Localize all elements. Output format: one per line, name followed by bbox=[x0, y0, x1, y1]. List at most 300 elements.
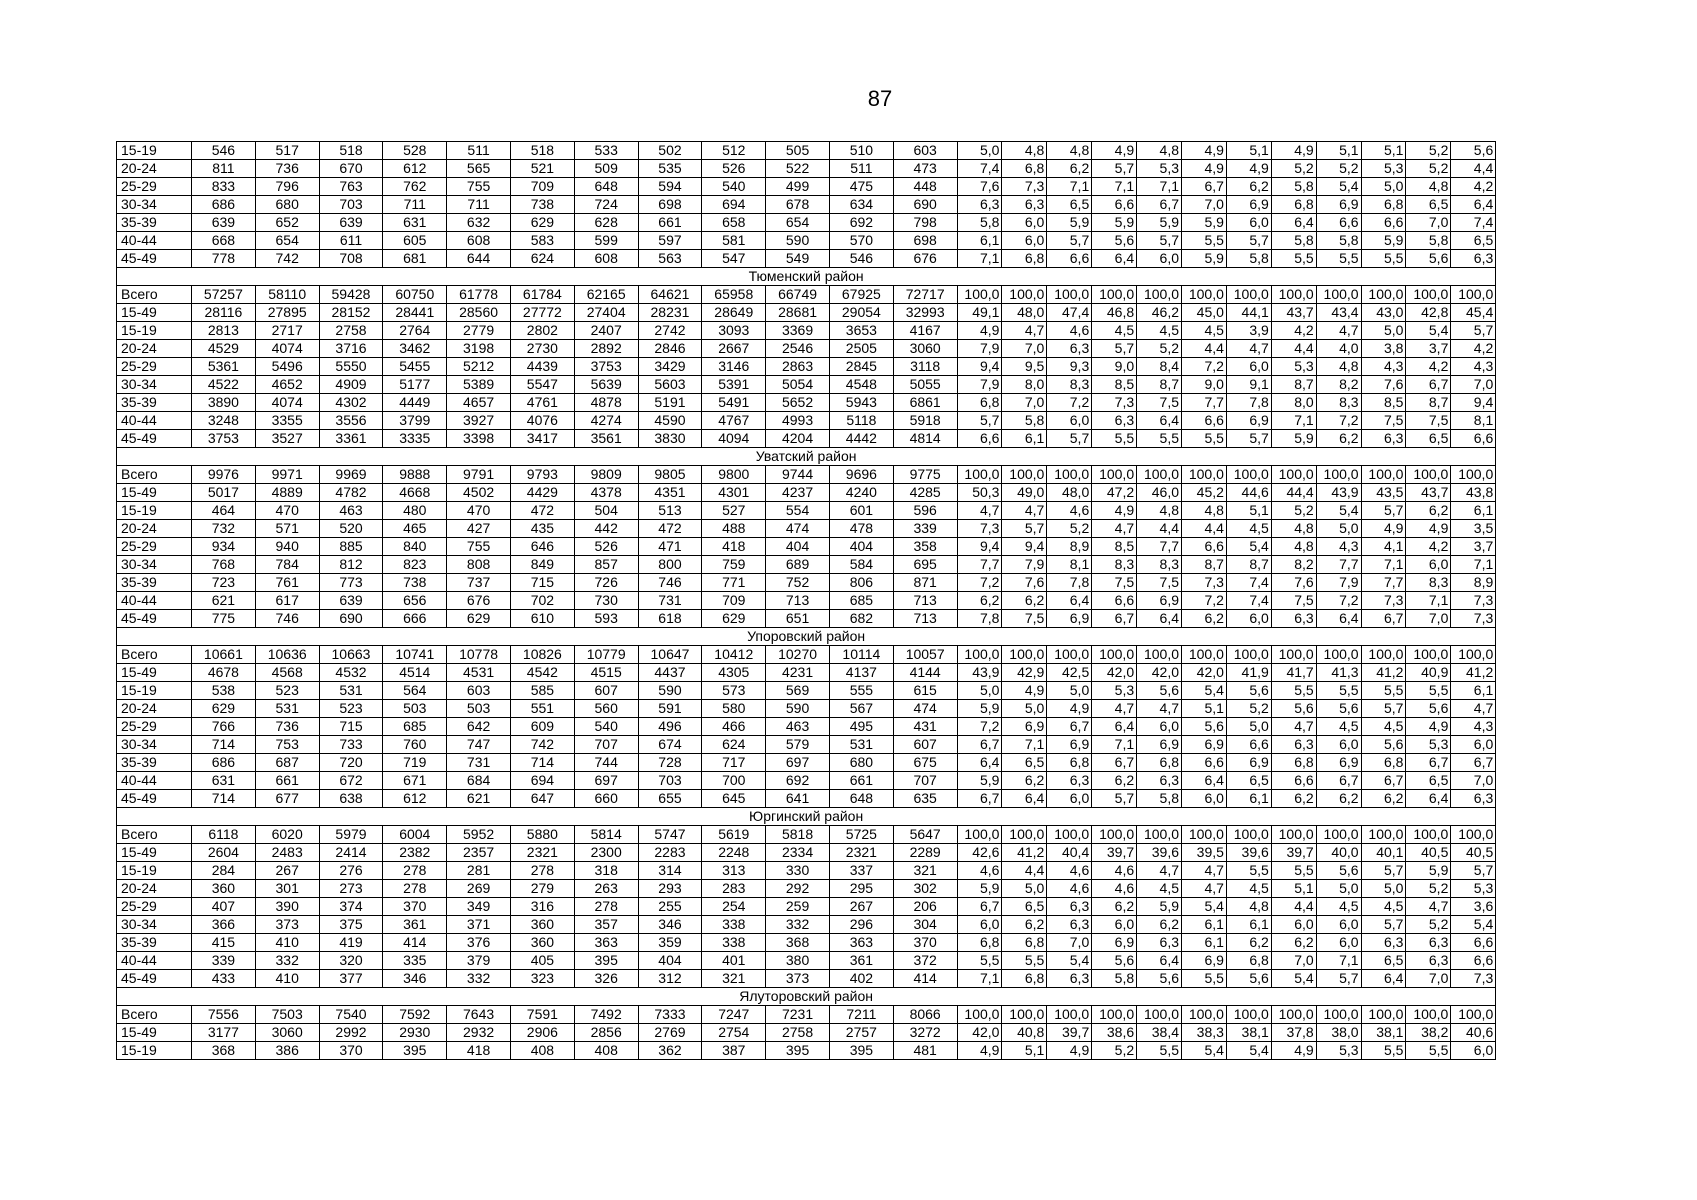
share-cell: 7,5 bbox=[1002, 610, 1047, 628]
share-cell: 6,2 bbox=[1092, 772, 1137, 790]
share-cell: 6,3 bbox=[1451, 250, 1496, 268]
table-row bbox=[117, 502, 1496, 520]
share-cell: 100,0 bbox=[957, 826, 1002, 844]
count-cell: 321 bbox=[893, 862, 957, 880]
share-cell: 39,7 bbox=[1271, 844, 1316, 862]
count-cell: 573 bbox=[702, 682, 766, 700]
count-cell: 4240 bbox=[829, 484, 893, 502]
count-cell: 408 bbox=[574, 1042, 638, 1060]
share-cell: 5,8 bbox=[1406, 232, 1451, 250]
share-cell: 5,7 bbox=[1361, 700, 1406, 718]
share-cell: 6,7 bbox=[957, 898, 1002, 916]
share-cell: 5,6 bbox=[1271, 700, 1316, 718]
share-cell: 5,2 bbox=[1226, 700, 1271, 718]
share-cell: 100,0 bbox=[1137, 286, 1182, 304]
share-cell: 6,3 bbox=[1047, 898, 1092, 916]
age-group-label: 20-24 bbox=[117, 160, 192, 178]
age-group-label: 25-29 bbox=[117, 898, 192, 916]
count-cell: 466 bbox=[702, 718, 766, 736]
share-cell: 5,7 bbox=[1137, 232, 1182, 250]
share-cell: 6,8 bbox=[1002, 160, 1047, 178]
count-cell: 314 bbox=[638, 862, 702, 880]
share-cell: 9,4 bbox=[1451, 394, 1496, 412]
share-cell: 7,9 bbox=[957, 376, 1002, 394]
share-cell: 100,0 bbox=[1451, 466, 1496, 484]
count-cell: 10778 bbox=[447, 646, 511, 664]
share-cell: 45,0 bbox=[1182, 304, 1227, 322]
count-cell: 596 bbox=[893, 502, 957, 520]
share-cell: 4,5 bbox=[1316, 898, 1361, 916]
share-cell: 6,1 bbox=[1182, 916, 1227, 934]
share-cell: 40,1 bbox=[1361, 844, 1406, 862]
share-cell: 5,0 bbox=[957, 142, 1002, 160]
count-cell: 687 bbox=[255, 754, 319, 772]
count-cell: 284 bbox=[192, 862, 256, 880]
share-cell: 5,2 bbox=[1406, 880, 1451, 898]
share-cell: 42,8 bbox=[1406, 304, 1451, 322]
share-cell: 4,4 bbox=[1182, 340, 1227, 358]
count-cell: 690 bbox=[319, 610, 383, 628]
count-cell: 674 bbox=[638, 736, 702, 754]
count-cell: 4532 bbox=[319, 664, 383, 682]
count-cell: 475 bbox=[829, 178, 893, 196]
count-cell: 332 bbox=[447, 970, 511, 988]
share-cell: 3,7 bbox=[1406, 340, 1451, 358]
share-cell: 38,0 bbox=[1316, 1024, 1361, 1042]
share-cell: 6,8 bbox=[1361, 754, 1406, 772]
table-row bbox=[117, 376, 1496, 394]
share-cell: 6,8 bbox=[957, 394, 1002, 412]
count-cell: 639 bbox=[319, 592, 383, 610]
count-cell: 474 bbox=[893, 700, 957, 718]
share-cell: 6,3 bbox=[1092, 412, 1137, 430]
share-cell: 4,3 bbox=[1361, 358, 1406, 376]
share-cell: 5,2 bbox=[1316, 160, 1361, 178]
share-cell: 6,1 bbox=[1451, 502, 1496, 520]
count-cell: 323 bbox=[510, 970, 574, 988]
share-cell: 100,0 bbox=[1316, 646, 1361, 664]
share-cell: 7,2 bbox=[1182, 592, 1227, 610]
count-cell: 583 bbox=[510, 232, 574, 250]
share-cell: 8,0 bbox=[1271, 394, 1316, 412]
count-cell: 5017 bbox=[192, 484, 256, 502]
share-cell: 6,2 bbox=[1182, 610, 1227, 628]
share-cell: 100,0 bbox=[1047, 466, 1092, 484]
count-cell: 28441 bbox=[383, 304, 447, 322]
count-cell: 682 bbox=[829, 610, 893, 628]
age-group-label: 20-24 bbox=[117, 340, 192, 358]
count-cell: 591 bbox=[638, 700, 702, 718]
share-cell: 6,0 bbox=[1002, 214, 1047, 232]
count-cell: 709 bbox=[702, 592, 766, 610]
share-cell: 6,9 bbox=[1137, 736, 1182, 754]
age-group-label: 15-19 bbox=[117, 1042, 192, 1060]
count-cell: 387 bbox=[702, 1042, 766, 1060]
share-cell: 5,6 bbox=[1406, 250, 1451, 268]
share-cell: 7,3 bbox=[1451, 970, 1496, 988]
share-cell: 100,0 bbox=[1406, 1006, 1451, 1024]
count-cell: 474 bbox=[766, 520, 830, 538]
share-cell: 100,0 bbox=[1047, 646, 1092, 664]
count-cell: 738 bbox=[510, 196, 574, 214]
share-cell: 6,6 bbox=[1092, 592, 1137, 610]
share-cell: 6,2 bbox=[1137, 916, 1182, 934]
count-cell: 605 bbox=[383, 232, 447, 250]
share-cell: 5,9 bbox=[1361, 232, 1406, 250]
share-cell: 100,0 bbox=[1361, 286, 1406, 304]
share-cell: 4,4 bbox=[1002, 862, 1047, 880]
count-cell: 279 bbox=[510, 880, 574, 898]
share-cell: 7,7 bbox=[1182, 394, 1227, 412]
share-cell: 7,4 bbox=[1226, 592, 1271, 610]
table-row bbox=[117, 772, 1496, 790]
count-cell: 9696 bbox=[829, 466, 893, 484]
share-cell: 5,4 bbox=[1406, 322, 1451, 340]
count-cell: 672 bbox=[319, 772, 383, 790]
share-cell: 6,4 bbox=[1002, 790, 1047, 808]
age-group-label: 40-44 bbox=[117, 412, 192, 430]
count-cell: 66749 bbox=[766, 286, 830, 304]
count-cell: 29054 bbox=[829, 304, 893, 322]
count-cell: 4782 bbox=[319, 484, 383, 502]
count-cell: 733 bbox=[319, 736, 383, 754]
share-cell: 100,0 bbox=[1406, 466, 1451, 484]
share-cell: 6,7 bbox=[1316, 772, 1361, 790]
count-cell: 7231 bbox=[766, 1006, 830, 1024]
count-cell: 755 bbox=[447, 178, 511, 196]
share-cell: 5,2 bbox=[1271, 502, 1316, 520]
count-cell: 4231 bbox=[766, 664, 830, 682]
count-cell: 410 bbox=[255, 970, 319, 988]
share-cell: 4,9 bbox=[1406, 718, 1451, 736]
share-cell: 5,9 bbox=[1406, 862, 1451, 880]
age-group-label: 25-29 bbox=[117, 358, 192, 376]
share-cell: 3,5 bbox=[1451, 520, 1496, 538]
share-cell: 6,4 bbox=[1047, 592, 1092, 610]
share-cell: 4,7 bbox=[1316, 322, 1361, 340]
count-cell: 526 bbox=[574, 538, 638, 556]
count-cell: 692 bbox=[829, 214, 893, 232]
share-cell: 46,8 bbox=[1092, 304, 1137, 322]
share-cell: 8,9 bbox=[1047, 538, 1092, 556]
share-cell: 6,6 bbox=[1182, 538, 1227, 556]
age-group-label: 20-24 bbox=[117, 520, 192, 538]
count-cell: 276 bbox=[319, 862, 383, 880]
count-cell: 647 bbox=[510, 790, 574, 808]
count-cell: 61778 bbox=[447, 286, 511, 304]
count-cell: 283 bbox=[702, 880, 766, 898]
count-cell: 4590 bbox=[638, 412, 702, 430]
age-group-label: 35-39 bbox=[117, 574, 192, 592]
count-cell: 10826 bbox=[510, 646, 574, 664]
count-cell: 526 bbox=[702, 160, 766, 178]
count-cell: 362 bbox=[638, 1042, 702, 1060]
share-cell: 6,8 bbox=[1002, 250, 1047, 268]
share-cell: 6,2 bbox=[1316, 430, 1361, 448]
table-row bbox=[117, 160, 1496, 178]
count-cell: 651 bbox=[766, 610, 830, 628]
count-cell: 511 bbox=[829, 160, 893, 178]
share-cell: 40,5 bbox=[1406, 844, 1451, 862]
share-cell: 4,9 bbox=[1182, 142, 1227, 160]
share-cell: 6,0 bbox=[1406, 556, 1451, 574]
share-cell: 6,9 bbox=[1226, 196, 1271, 214]
count-cell: 64621 bbox=[638, 286, 702, 304]
count-cell: 546 bbox=[192, 142, 256, 160]
count-cell: 509 bbox=[574, 160, 638, 178]
count-cell: 761 bbox=[255, 574, 319, 592]
count-cell: 2802 bbox=[510, 322, 574, 340]
count-cell: 2289 bbox=[893, 844, 957, 862]
share-cell: 6,5 bbox=[1226, 772, 1271, 790]
share-cell: 5,6 bbox=[1226, 970, 1271, 988]
count-cell: 316 bbox=[510, 898, 574, 916]
share-cell: 5,6 bbox=[1137, 970, 1182, 988]
share-cell: 6,2 bbox=[1092, 898, 1137, 916]
share-cell: 38,1 bbox=[1226, 1024, 1271, 1042]
share-cell: 100,0 bbox=[1316, 826, 1361, 844]
count-cell: 564 bbox=[383, 682, 447, 700]
count-cell: 4652 bbox=[255, 376, 319, 394]
count-cell: 728 bbox=[638, 754, 702, 772]
count-cell: 4429 bbox=[510, 484, 574, 502]
share-cell: 6,4 bbox=[1092, 718, 1137, 736]
share-cell: 6,2 bbox=[1047, 160, 1092, 178]
share-cell: 6,9 bbox=[1316, 754, 1361, 772]
count-cell: 5619 bbox=[702, 826, 766, 844]
share-cell: 38,6 bbox=[1092, 1024, 1137, 1042]
age-group-label: 45-49 bbox=[117, 610, 192, 628]
share-cell: 100,0 bbox=[1406, 646, 1451, 664]
count-cell: 4761 bbox=[510, 394, 574, 412]
count-cell: 4137 bbox=[829, 664, 893, 682]
share-cell: 4,2 bbox=[1451, 178, 1496, 196]
share-cell: 100,0 bbox=[1271, 826, 1316, 844]
share-cell: 4,7 bbox=[1451, 700, 1496, 718]
count-cell: 5647 bbox=[893, 826, 957, 844]
share-cell: 3,9 bbox=[1226, 322, 1271, 340]
count-cell: 5550 bbox=[319, 358, 383, 376]
share-cell: 5,0 bbox=[1226, 718, 1271, 736]
share-cell: 6,8 bbox=[1137, 754, 1182, 772]
share-cell: 4,9 bbox=[1271, 1042, 1316, 1060]
count-cell: 5491 bbox=[702, 394, 766, 412]
share-cell: 6,3 bbox=[1137, 772, 1182, 790]
count-cell: 518 bbox=[319, 142, 383, 160]
count-cell: 554 bbox=[766, 502, 830, 520]
age-group-label: 15-19 bbox=[117, 682, 192, 700]
count-cell: 565 bbox=[447, 160, 511, 178]
count-cell: 695 bbox=[893, 556, 957, 574]
count-cell: 4889 bbox=[255, 484, 319, 502]
share-cell: 6,2 bbox=[1002, 916, 1047, 934]
count-cell: 4522 bbox=[192, 376, 256, 394]
count-cell: 686 bbox=[192, 196, 256, 214]
share-cell: 5,3 bbox=[1406, 736, 1451, 754]
count-cell: 2300 bbox=[574, 844, 638, 862]
share-cell: 4,7 bbox=[1092, 700, 1137, 718]
count-cell: 676 bbox=[447, 592, 511, 610]
count-cell: 2769 bbox=[638, 1024, 702, 1042]
count-cell: 28231 bbox=[638, 304, 702, 322]
share-cell: 5,3 bbox=[1092, 682, 1137, 700]
share-cell: 6,7 bbox=[1137, 196, 1182, 214]
share-cell: 6,7 bbox=[1406, 754, 1451, 772]
count-cell: 206 bbox=[893, 898, 957, 916]
count-cell: 2321 bbox=[510, 844, 574, 862]
count-cell: 495 bbox=[829, 718, 893, 736]
count-cell: 9805 bbox=[638, 466, 702, 484]
count-cell: 629 bbox=[702, 610, 766, 628]
table-row bbox=[117, 412, 1496, 430]
share-cell: 4,7 bbox=[957, 502, 1002, 520]
share-cell: 5,8 bbox=[1271, 232, 1316, 250]
share-cell: 4,8 bbox=[1271, 520, 1316, 538]
share-cell: 100,0 bbox=[1182, 826, 1227, 844]
count-cell: 645 bbox=[702, 790, 766, 808]
count-cell: 732 bbox=[192, 520, 256, 538]
share-cell: 4,9 bbox=[957, 322, 1002, 340]
count-cell: 470 bbox=[447, 502, 511, 520]
count-cell: 571 bbox=[255, 520, 319, 538]
share-cell: 5,9 bbox=[1137, 898, 1182, 916]
share-cell: 4,8 bbox=[1002, 142, 1047, 160]
count-cell: 4529 bbox=[192, 340, 256, 358]
share-cell: 38,1 bbox=[1361, 1024, 1406, 1042]
age-group-label: 25-29 bbox=[117, 178, 192, 196]
share-cell: 100,0 bbox=[1137, 646, 1182, 664]
count-cell: 9809 bbox=[574, 466, 638, 484]
count-cell: 2757 bbox=[829, 1024, 893, 1042]
age-group-label: 25-29 bbox=[117, 538, 192, 556]
share-cell: 6,2 bbox=[1002, 772, 1047, 790]
count-cell: 67925 bbox=[829, 286, 893, 304]
count-cell: 301 bbox=[255, 880, 319, 898]
table-row bbox=[117, 682, 1496, 700]
count-cell: 360 bbox=[510, 916, 574, 934]
count-cell: 3429 bbox=[638, 358, 702, 376]
count-cell: 609 bbox=[510, 718, 574, 736]
count-cell: 395 bbox=[574, 952, 638, 970]
share-cell: 6,4 bbox=[1182, 772, 1227, 790]
share-cell: 5,1 bbox=[1316, 142, 1361, 160]
count-cell: 472 bbox=[638, 520, 702, 538]
count-cell: 480 bbox=[383, 502, 447, 520]
share-cell: 38,2 bbox=[1406, 1024, 1451, 1042]
share-cell: 6,7 bbox=[1451, 754, 1496, 772]
share-cell: 100,0 bbox=[1271, 646, 1316, 664]
share-cell: 6,1 bbox=[1002, 430, 1047, 448]
count-cell: 2846 bbox=[638, 340, 702, 358]
count-cell: 796 bbox=[255, 178, 319, 196]
share-cell: 43,5 bbox=[1361, 484, 1406, 502]
share-cell: 4,2 bbox=[1451, 340, 1496, 358]
share-cell: 6,9 bbox=[1226, 754, 1271, 772]
count-cell: 857 bbox=[574, 556, 638, 574]
share-cell: 100,0 bbox=[1271, 1006, 1316, 1024]
count-cell: 273 bbox=[319, 880, 383, 898]
count-cell: 808 bbox=[447, 556, 511, 574]
share-cell: 5,6 bbox=[1451, 142, 1496, 160]
count-cell: 547 bbox=[702, 250, 766, 268]
share-cell: 4,8 bbox=[1226, 898, 1271, 916]
share-cell: 7,0 bbox=[1047, 934, 1092, 952]
count-cell: 473 bbox=[893, 160, 957, 178]
share-cell: 100,0 bbox=[1002, 646, 1047, 664]
share-cell: 100,0 bbox=[1451, 646, 1496, 664]
count-cell: 671 bbox=[383, 772, 447, 790]
count-cell: 689 bbox=[766, 556, 830, 574]
share-cell: 5,2 bbox=[1406, 160, 1451, 178]
share-cell: 4,8 bbox=[1406, 178, 1451, 196]
age-group-label: 30-34 bbox=[117, 196, 192, 214]
share-cell: 4,5 bbox=[1226, 880, 1271, 898]
share-cell: 4,6 bbox=[957, 862, 1002, 880]
share-cell: 7,0 bbox=[1182, 196, 1227, 214]
share-cell: 100,0 bbox=[1047, 826, 1092, 844]
share-cell: 5,6 bbox=[1226, 682, 1271, 700]
share-cell: 7,1 bbox=[1361, 556, 1406, 574]
share-cell: 100,0 bbox=[1137, 826, 1182, 844]
count-cell: 648 bbox=[829, 790, 893, 808]
count-cell: 346 bbox=[638, 916, 702, 934]
share-cell: 100,0 bbox=[957, 466, 1002, 484]
age-group-label: 30-34 bbox=[117, 916, 192, 934]
section-header-row bbox=[117, 988, 1496, 1006]
count-cell: 442 bbox=[574, 520, 638, 538]
share-cell: 9,4 bbox=[1002, 538, 1047, 556]
share-cell: 8,3 bbox=[1316, 394, 1361, 412]
count-cell: 603 bbox=[447, 682, 511, 700]
share-cell: 7,1 bbox=[1406, 592, 1451, 610]
count-cell: 5943 bbox=[829, 394, 893, 412]
count-cell: 560 bbox=[574, 700, 638, 718]
share-cell: 7,0 bbox=[1406, 610, 1451, 628]
share-cell: 8,3 bbox=[1092, 556, 1137, 574]
table-row bbox=[117, 1024, 1496, 1042]
count-cell: 3753 bbox=[574, 358, 638, 376]
count-cell: 28681 bbox=[766, 304, 830, 322]
share-cell: 5,2 bbox=[1271, 160, 1316, 178]
count-cell: 753 bbox=[255, 736, 319, 754]
count-cell: 3369 bbox=[766, 322, 830, 340]
count-cell: 502 bbox=[638, 142, 702, 160]
count-cell: 4993 bbox=[766, 412, 830, 430]
share-cell: 6,3 bbox=[1047, 772, 1092, 790]
share-cell: 7,3 bbox=[1361, 592, 1406, 610]
count-cell: 481 bbox=[893, 1042, 957, 1060]
count-cell: 4542 bbox=[510, 664, 574, 682]
share-cell: 5,4 bbox=[1226, 1042, 1271, 1060]
count-cell: 3198 bbox=[447, 340, 511, 358]
count-cell: 2813 bbox=[192, 322, 256, 340]
age-group-label: 30-34 bbox=[117, 736, 192, 754]
share-cell: 6,5 bbox=[1002, 898, 1047, 916]
count-cell: 463 bbox=[319, 502, 383, 520]
count-cell: 471 bbox=[638, 538, 702, 556]
share-cell: 4,5 bbox=[1137, 880, 1182, 898]
share-cell: 40,6 bbox=[1451, 1024, 1496, 1042]
share-cell: 4,5 bbox=[1316, 718, 1361, 736]
section-header-row bbox=[117, 268, 1496, 286]
count-cell: 698 bbox=[893, 232, 957, 250]
age-group-label: 45-49 bbox=[117, 790, 192, 808]
count-cell: 752 bbox=[766, 574, 830, 592]
count-cell: 293 bbox=[638, 880, 702, 898]
share-cell: 5,6 bbox=[1137, 682, 1182, 700]
section-header-row bbox=[117, 628, 1496, 646]
count-cell: 6020 bbox=[255, 826, 319, 844]
